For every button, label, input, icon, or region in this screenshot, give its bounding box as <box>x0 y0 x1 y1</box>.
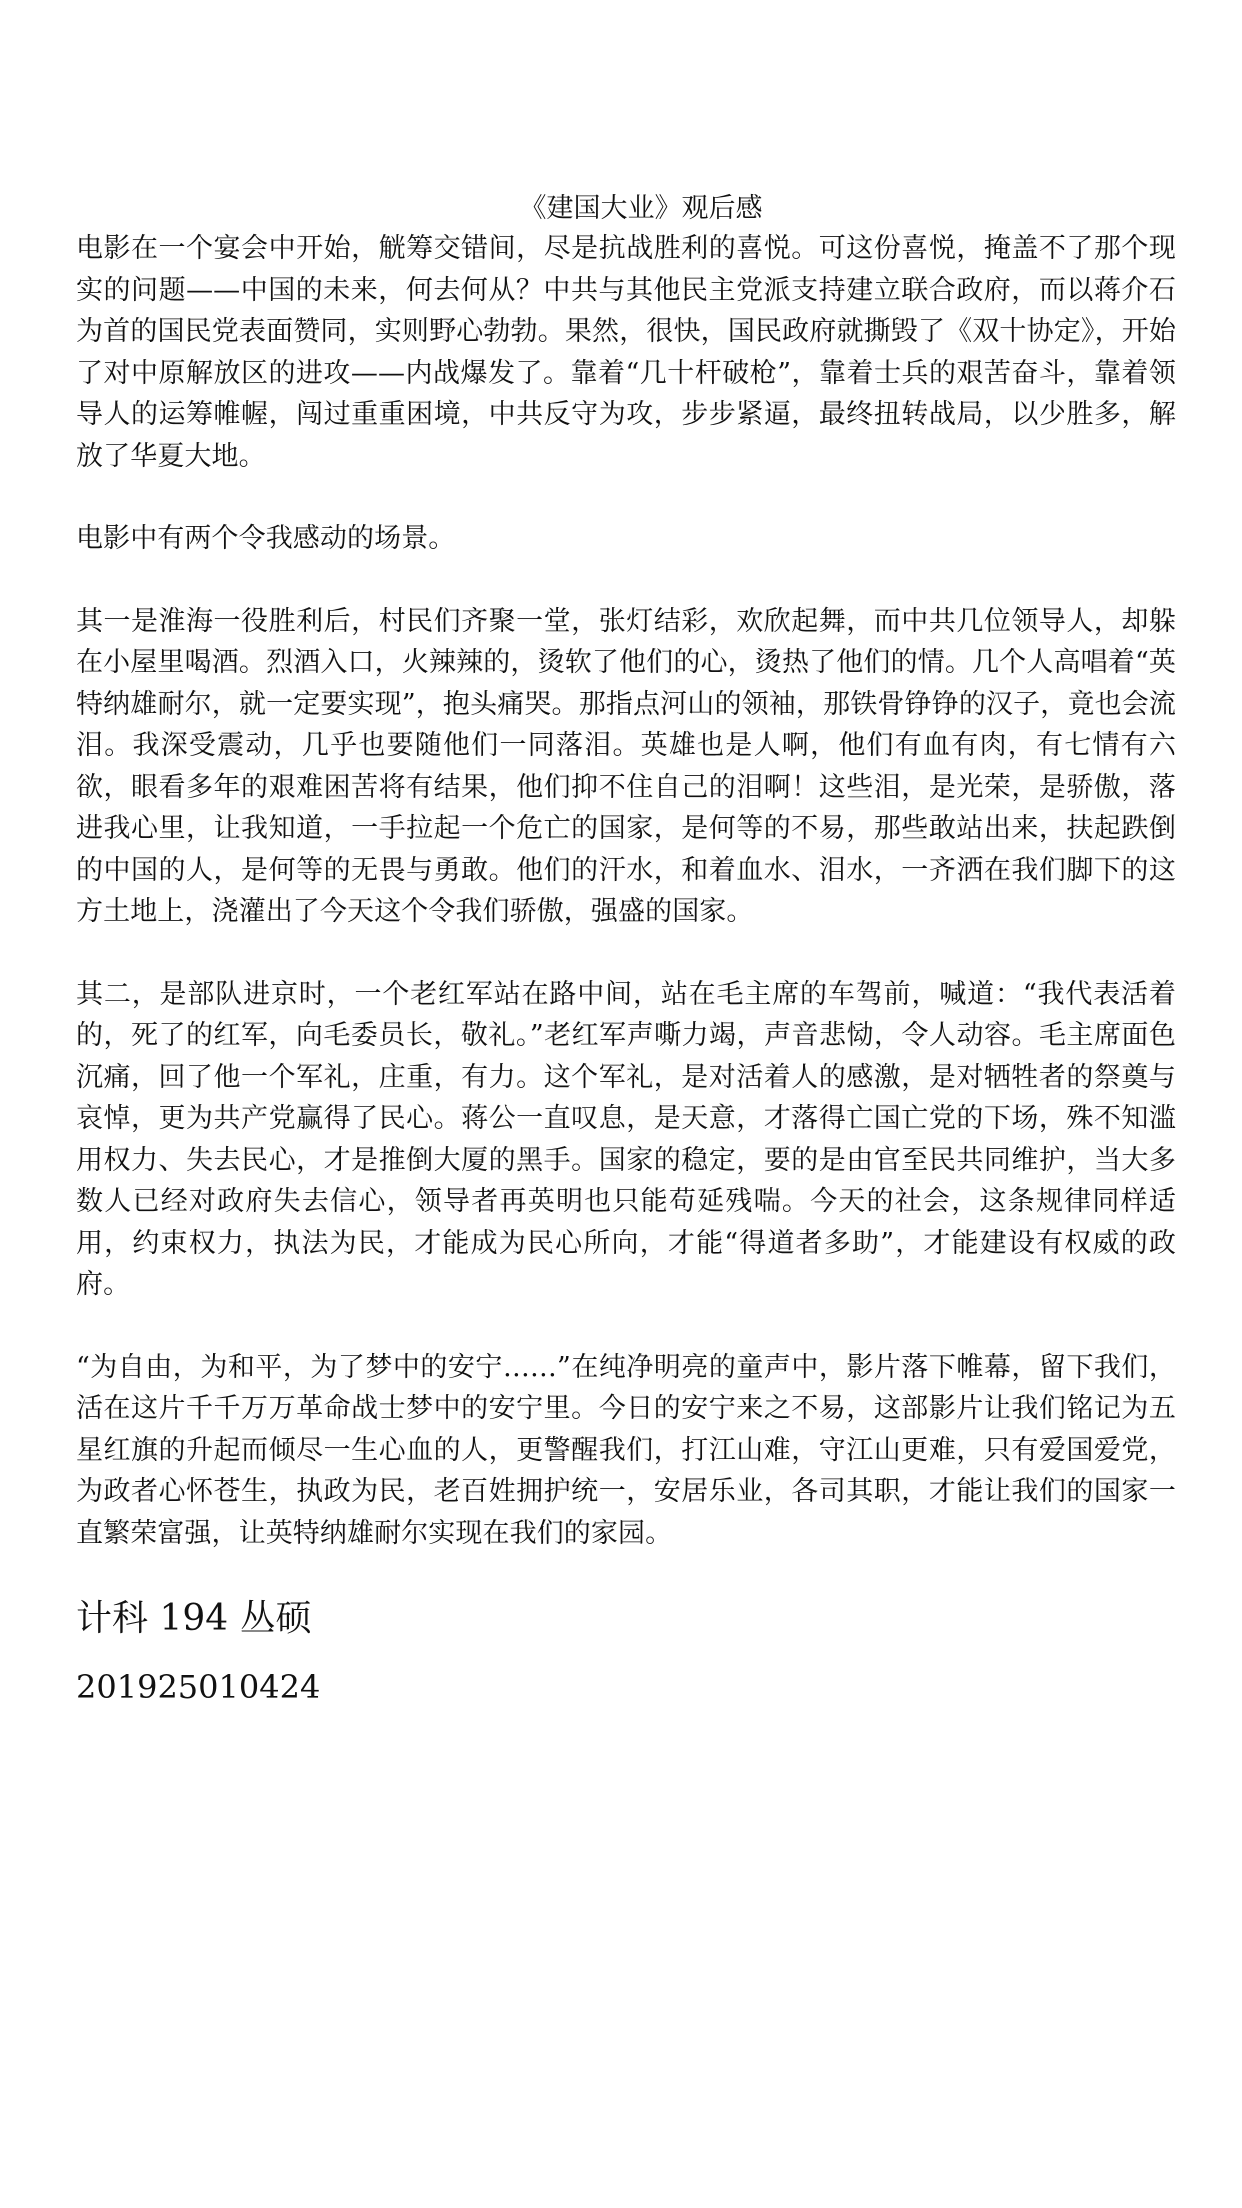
paragraph-scene-one: 其一是淮海一役胜利后，村民们齐聚一堂，张灯结彩，欢欣起舞，而中共几位领导人，却躲在小屋里喝酒。烈酒入口，火辣辣的，烫软了他们的心，烫热了他们的情。几个人高唱着“英特纳雄耐尔，就一定要实现”，抱头痛哭。那指点河山的领袖，那铁骨铮铮的汉子，竟也会流泪。我深受震动，几乎也要随他们一同落泪。英雄也是人啊，他们有血有肉，有七情有六欲，眼看多年的艰难困苦将有结果，他们抑不住自己的泪啊！这些泪，是光荣，是骄傲，落进我心里，让我知道，一手拉起一个危亡的国家，是何等的不易，那些敢站出来，扶起跌倒的中国的人，是何等的无畏与勇敢。他们的汗水，和着血水、泪水，一齐洒在我们脚下的这方土地上，浇灌出了今天这个令我们骄傲，强盛的国家。 <box>76 605 1176 927</box>
paragraph-scene-two: 其二，是部队进京时，一个老红军站在路中间，站在毛主席的车驾前，喊道：“我代表活着的，死了的红军，向毛委员长，敬礼。”老红军声嘶力竭，声音悲恸，令人动容。毛主席面色沉痛，回了他一个军礼，庄重，有力。这个军礼，是对活着人的感激，是对牺牲者的祭奠与哀悼，更为共产党赢得了民心。蒋公一直叹息，是天意，才落得亡国亡党的下场，殊不知滥用权力、失去民心，才是推倒大厦的黑手。国家的稳定，要的是由官至民共同维护，当大多数人已经对政府失去信心，领导者再英明也只能苟延残喘。今天的社会，这条规律同样适用，约束权力，执法为民，才能成为民心所向，才能“得道者多助”，才能建设有权威的政府。 <box>76 978 1176 1300</box>
student-id: 201925010424 <box>76 1668 321 1706</box>
author-name: 计科 194 丛硕 <box>76 1598 312 1639</box>
paragraph-intro: 电影在一个宴会中开始，觥筹交错间，尽是抗战胜利的喜悦。可这份喜悦，掩盖不了那个现实的问题——中国的未来，何去何从？中共与其他民主党派支持建立联合政府，而以蒋介石为首的国民党表面赞同，实则野心勃勃。果然，很快，国民政府就撕毁了《双十协定》，开始了对中原解放区的进攻——内战爆发了。靠着“几十杆破枪”，靠着士兵的艰苦奋斗，靠着领导人的运筹帷幄，闯过重重困境，中共反守为攻，步步紧逼，最终扭转战局，以少胜多，解放了华夏大地。 <box>76 233 1176 472</box>
paragraph-scenes-intro: 电影中有两个令我感动的场景。 <box>76 523 456 554</box>
document-title: 《建国大业》观后感 <box>519 193 763 224</box>
paragraph-conclusion: “为自由，为和平，为了梦中的安宁……”在纯净明亮的童声中，影片落下帷幕，留下我们，活在这片千千万万革命战士梦中的安宁里。今日的安宁来之不易，这部影片让我们铭记为五星红旗的升起而倾尽一生心血的人，更警醒我们，打江山难，守江山更难，只有爱国爱党，为政者心怀苍生，执政为民，老百姓拥护统一，安居乐业，各司其职，才能让我们的国家一直繁荣富强，让英特纳雄耐尔实现在我们的家园。 <box>76 1351 1176 1549</box>
document-page <box>76 190 1176 1709</box>
